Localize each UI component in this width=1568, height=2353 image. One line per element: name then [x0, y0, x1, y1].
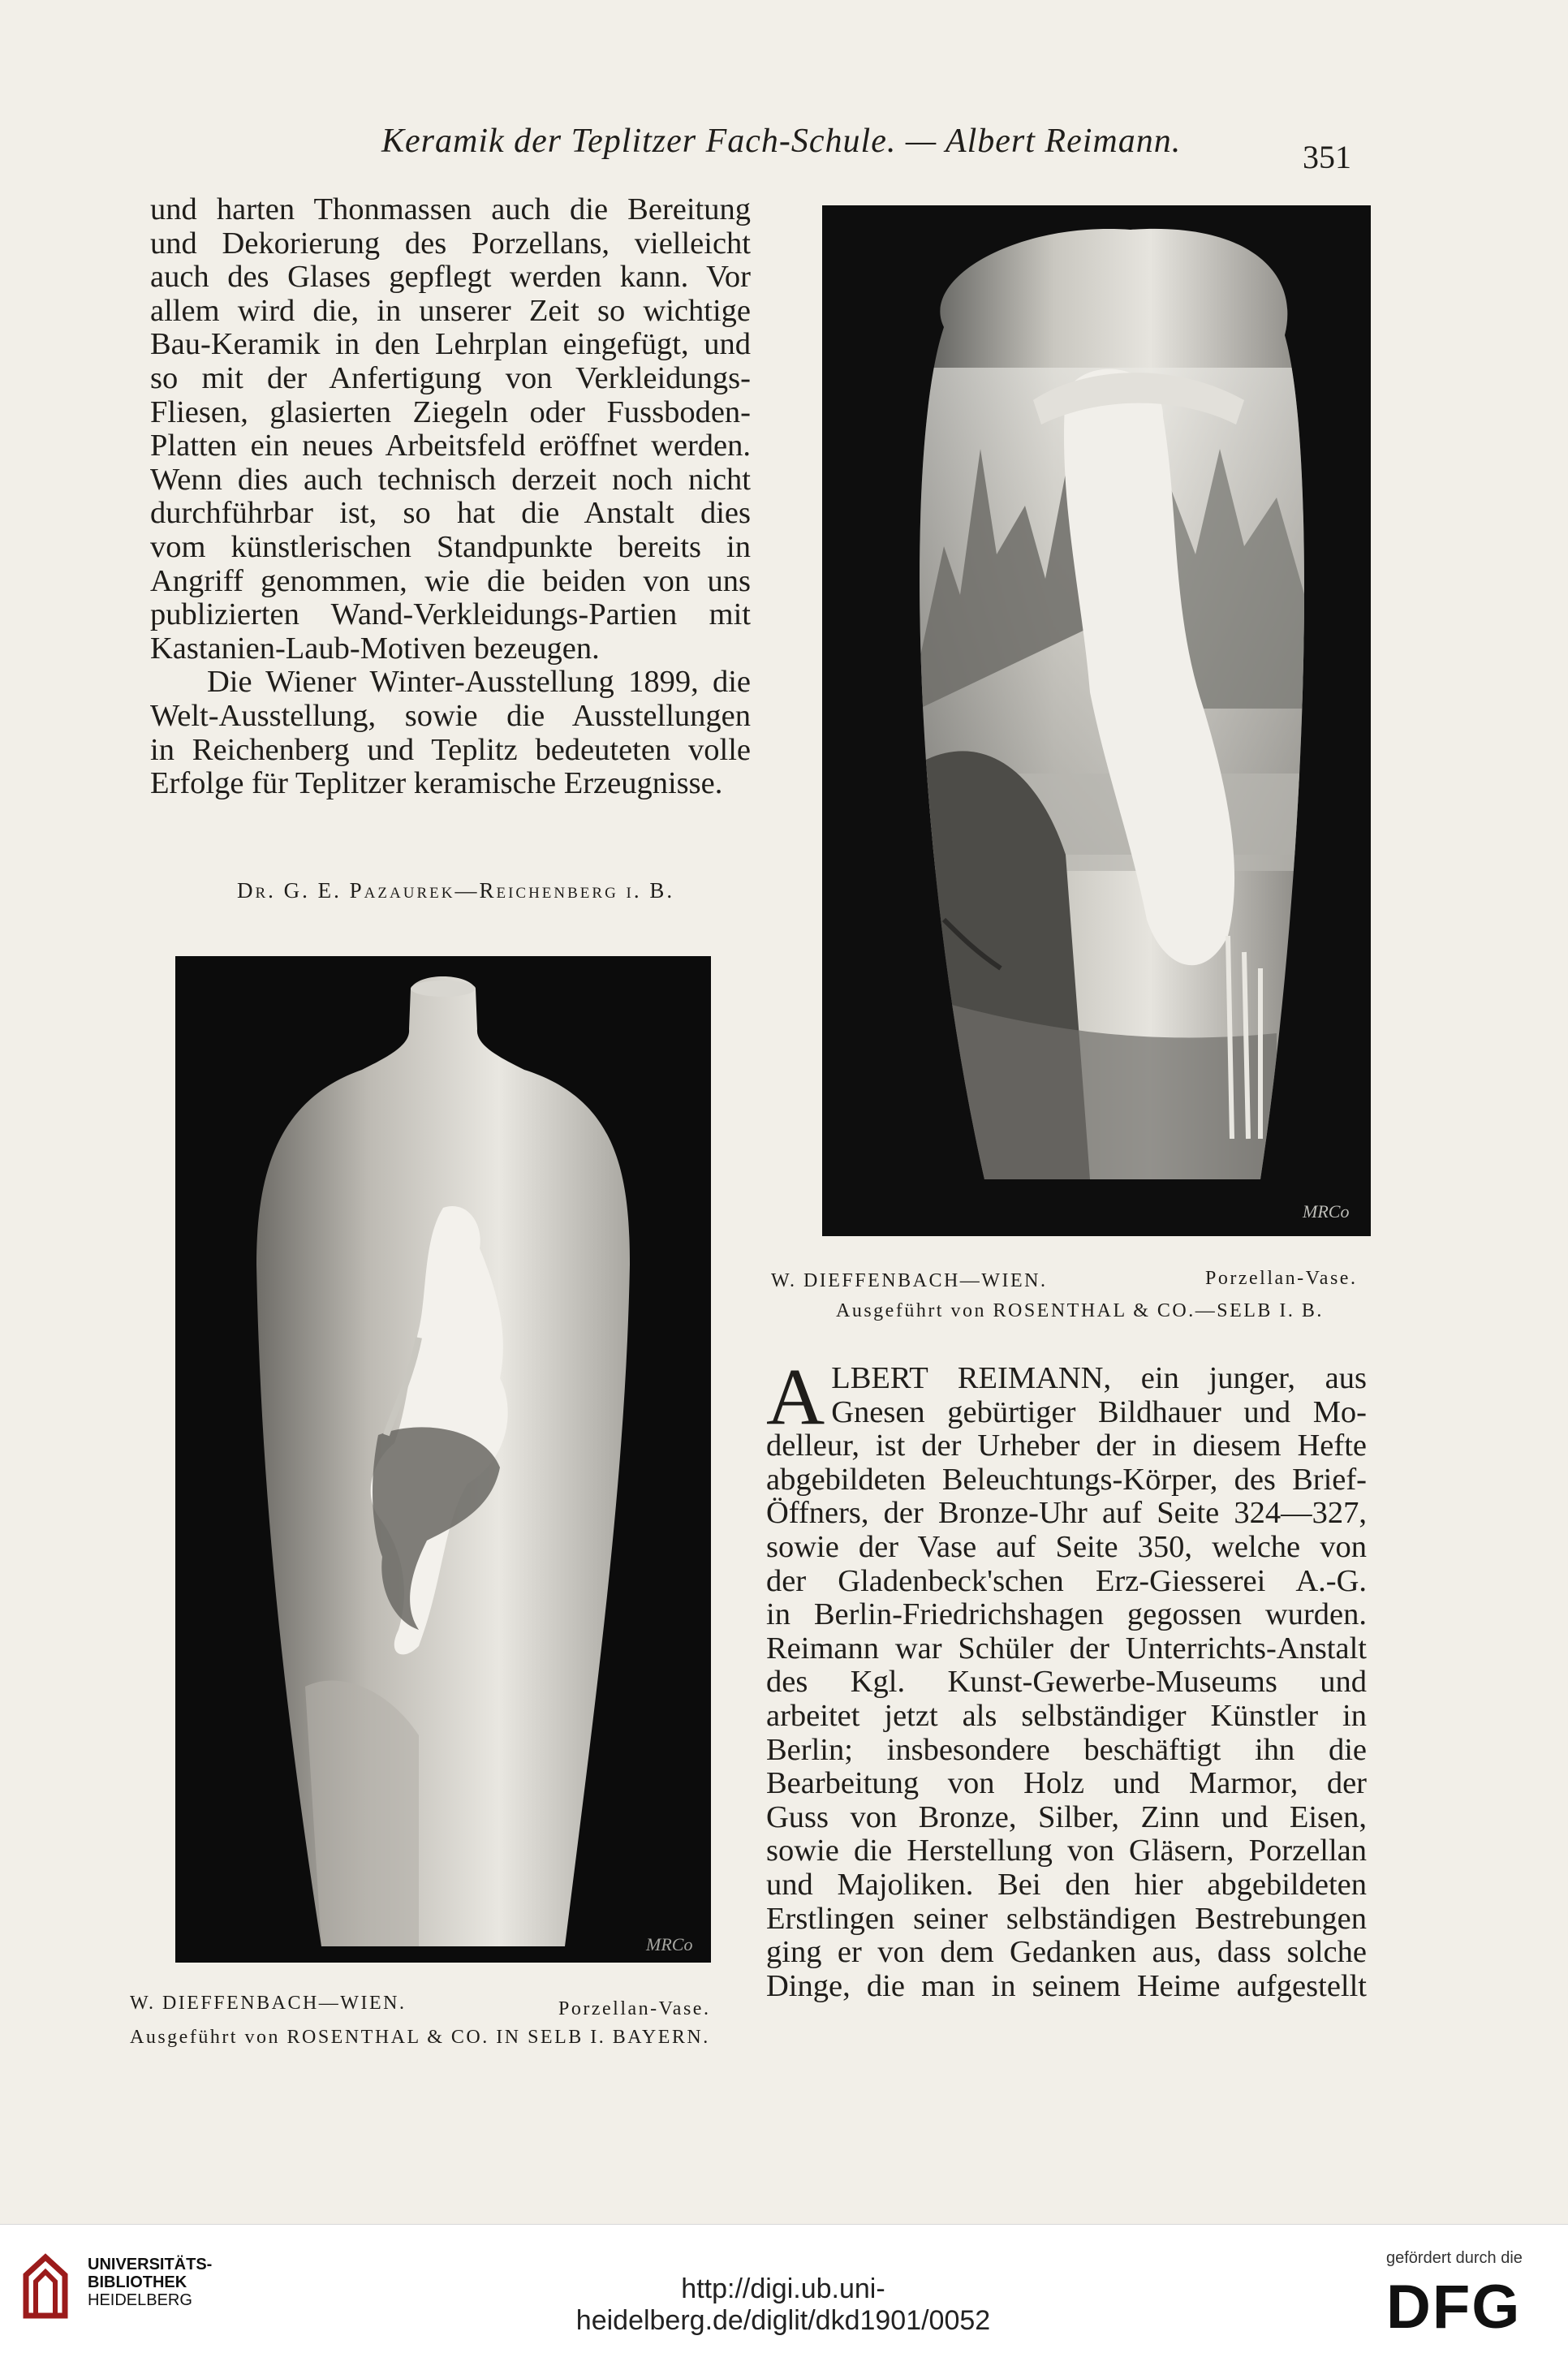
text-line: publizierten Wand-Verkleidungs-Partien mit	[150, 598, 751, 632]
left-caption-object: Porzellan-Vase.	[558, 1998, 711, 2019]
text-line: ging er von dem Gedanken aus, dass solche	[766, 1936, 1367, 1970]
text-line: Gnesen gebürtiger Bildhauer und Mo-	[831, 1395, 1367, 1429]
text-line: so mit der Anfertigung von Verkleidungs-	[150, 361, 751, 395]
right-caption-object: Porzellan-Vase.	[1205, 1268, 1358, 1289]
text-line: Erfolge für Teplitzer keramische Erzeugnisse.	[150, 767, 723, 801]
library-line-1: UNIVERSITÄTS-	[88, 2256, 213, 2273]
text-line: des Kgl. Kunst-Gewerbe-Museums und	[766, 1666, 1367, 1700]
vase-landscape-image	[822, 205, 1371, 1236]
text-line: Kastanien-Laub-Motiven bezeugen.	[150, 631, 600, 666]
text-line: Guss von Bronze, Silber, Zinn und Eisen,	[766, 1800, 1367, 1834]
text-line: Fliesen, glasierten Ziegeln oder Fussboden-	[150, 395, 751, 429]
right-column-text	[766, 1351, 1367, 2003]
permalink-url[interactable]: http://digi.ub.uni-heidelberg.de/diglit/dkd1901/0052	[575, 2273, 991, 2336]
dfg-logo: DFG	[1386, 2273, 1522, 2342]
left-caption-maker: Ausgeführt von ROSENTHAL & CO. IN SELB I. BAYERN.	[130, 2027, 710, 2048]
text-line: der Gladenbeck'schen Erz-Giesserei A.-G.	[766, 1564, 1367, 1598]
text-line: abgebildeten Beleuchtungs-Körper, des Brief-	[766, 1463, 1367, 1497]
text-line: Reimann war Schüler der Unterrichts-Anstalt	[766, 1631, 1367, 1666]
right-caption-artist: W. DIEFFENBACH—WIEN.	[771, 1270, 1048, 1291]
running-head: Keramik der Teplitzer Fach-Schule. — Albert Reimann.	[381, 123, 1182, 160]
footer-bar	[0, 2224, 1568, 2353]
right-column-lines	[766, 1396, 1367, 2004]
text-line: Erstlingen seiner selbständigen Bestrebungen	[766, 1902, 1367, 1936]
library-line-2: BIBLIOTHEK	[88, 2273, 187, 2291]
text-line: Die Wiener Winter-Ausstellung 1899, die	[207, 666, 751, 700]
text-line: Angriff genommen, wie die beiden von uns	[150, 564, 751, 598]
text-line: delleur, ist der Urheber der in diesem Hefte	[766, 1429, 1367, 1463]
first-line: LBERT REIMANN, ein junger, aus	[831, 1362, 1367, 1395]
text-line: durchführbar ist, so hat die Anstalt dies	[150, 497, 751, 531]
library-name	[88, 2256, 212, 2309]
text-line: Öffners, der Bronze-Uhr auf Seite 324—327,	[766, 1497, 1367, 1531]
left-column-text	[150, 193, 751, 801]
text-line: Berlin; insbesondere beschäftigt ihn die	[766, 1733, 1367, 1767]
text-line: Wenn dies auch technisch derzeit noch nicht	[150, 463, 751, 497]
page-number: 351	[1303, 139, 1351, 175]
left-caption-artist: W. DIEFFENBACH—WIEN.	[130, 1993, 407, 2014]
text-line: Platten ein neues Arbeitsfeld eröffnet werden.	[150, 429, 751, 463]
author-signature: Dr. G. E. Pazaurek—Reichenberg i. B.	[237, 878, 675, 903]
drop-cap: A	[766, 1351, 825, 1442]
text-line: auch des Glases gepflegt werden kann. Vor	[150, 261, 751, 295]
text-line: und Majoliken. Bei den hier abgebildeten	[766, 1868, 1367, 1902]
library-line-3: HEIDELBERG	[88, 2291, 192, 2309]
text-line: Bau-Keramik in den Lehrplan eingefügt, und	[150, 328, 751, 362]
text-line: in Berlin-Friedrichshagen gegossen wurden.	[766, 1598, 1367, 1632]
right-caption-maker: Ausgeführt von ROSENTHAL & CO.—SELB I. B.	[836, 1300, 1324, 1321]
text-line: und Dekorierung des Porzellans, vielleicht	[150, 226, 751, 261]
text-line: vom künstlerischen Standpunkte bereits in	[150, 530, 751, 564]
text-line: Welt-Ausstellung, sowie die Ausstellungen	[150, 699, 751, 733]
funding-label: gefördert durch die	[1386, 2249, 1523, 2267]
text-line: und harten Thonmassen auch die Bereitung	[150, 193, 751, 226]
text-line: arbeitet jetzt als selbständiger Künstler in	[766, 1699, 1367, 1733]
text-line: in Reichenberg und Teplitz bedeuteten volle	[150, 733, 751, 767]
text-line: Bearbeitung von Holz und Marmor, der	[766, 1767, 1367, 1801]
text-line: allem wird die, in unserer Zeit so wichtige	[150, 294, 751, 328]
vase-photo-left	[175, 956, 711, 1963]
monogram: MRCo	[646, 1934, 693, 1954]
monogram: MRCo	[1303, 1201, 1350, 1222]
library-logo-icon	[18, 2251, 73, 2322]
vase-photo-right	[822, 205, 1371, 1236]
text-line: Dinge, die man in seinem Heime aufgestellt	[766, 1969, 1367, 2003]
text-line: sowie die Herstellung von Gläsern, Porzellan	[766, 1834, 1367, 1868]
text-line: sowie der Vase auf Seite 350, welche von	[766, 1530, 1367, 1564]
vase-relief-image	[175, 956, 711, 1963]
